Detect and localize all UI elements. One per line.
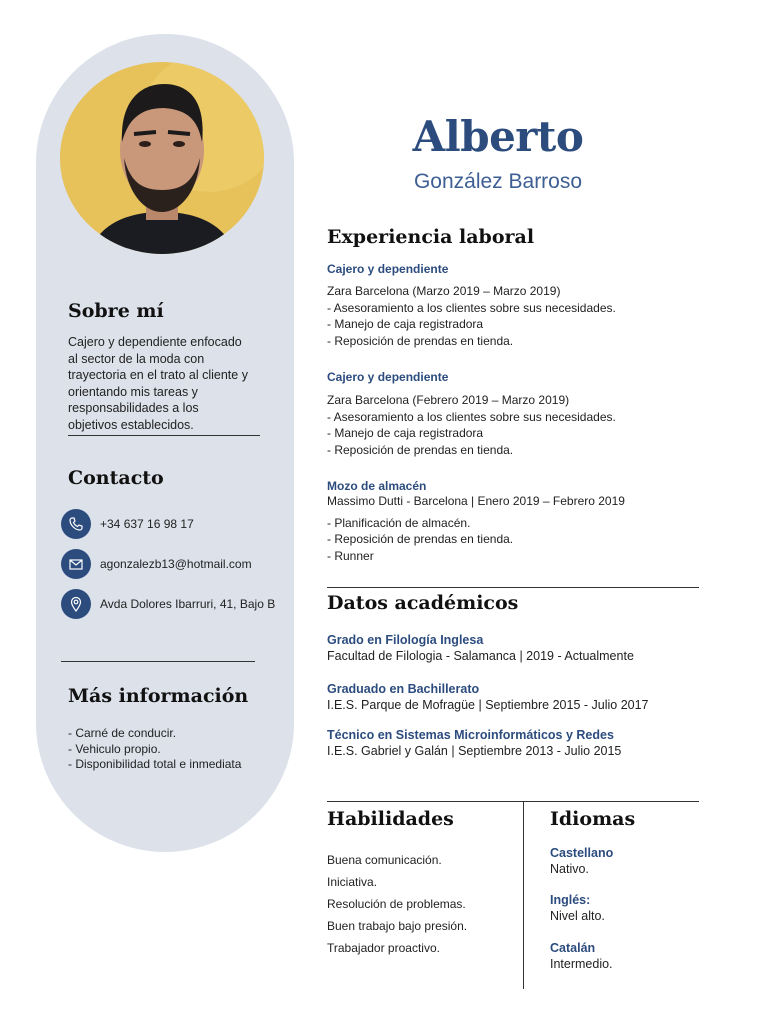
skill-item: Buen trabajo bajo presión.	[327, 919, 468, 933]
about-line: al sector de la moda con	[68, 351, 205, 366]
academic-title: Datos académicos	[327, 592, 519, 614]
last-name: González Barroso	[413, 170, 583, 193]
skill-item: Iniciativa.	[327, 875, 378, 889]
language-level: Intermedio.	[550, 957, 613, 971]
job-company: Massimo Dutti - Barcelona | Enero 2019 – Febrero 2019	[327, 494, 625, 508]
about-text	[68, 334, 273, 433]
mail-icon	[61, 549, 91, 579]
job-task: - Manejo de caja registradora	[327, 317, 484, 331]
language-entry	[550, 845, 613, 878]
education-detail: I.E.S. Gabriel y Galán | Septiembre 2013 - Julio 2015	[327, 744, 622, 758]
education-title: Graduado en Bachillerato	[327, 682, 480, 696]
language-name: Catalán	[550, 941, 596, 955]
address-text: Avda Dolores Ibarruri, 41, Bajo B	[100, 597, 276, 611]
contact-title: Contacto	[68, 467, 164, 489]
contact-address	[61, 589, 275, 619]
education-entry	[327, 632, 699, 664]
column-divider	[523, 801, 524, 989]
divider	[68, 435, 260, 436]
language-entry	[550, 940, 613, 973]
first-name: Alberto	[412, 112, 584, 161]
skill-item: Trabajador proactivo.	[327, 941, 440, 955]
divider	[327, 587, 699, 588]
profile-photo	[60, 62, 264, 254]
phone-number[interactable]: +34 637 16 98 17	[100, 517, 194, 531]
job-task: - Runner	[327, 548, 374, 563]
job-entry	[327, 479, 699, 564]
skills-list	[327, 849, 467, 959]
job-task: - Asesoramiento a los clientes sobre sus necesidades.	[327, 300, 616, 315]
about-line: orientando mis tareas y	[68, 384, 198, 399]
job-title: Cajero y dependiente	[327, 370, 449, 384]
job-company: Zara Barcelona (Marzo 2019 – Marzo 2019)	[327, 284, 561, 298]
location-pin-icon	[61, 589, 91, 619]
job-company: Zara Barcelona (Febrero 2019 – Marzo 2019)	[327, 393, 570, 407]
more-info-title: Más información	[68, 685, 249, 707]
job-title: Mozo de almacén	[327, 479, 427, 493]
job-task: - Reposición de prendas en tienda.	[327, 442, 514, 457]
divider	[61, 661, 255, 662]
skill-item: Resolución de problemas.	[327, 897, 466, 911]
language-level: Nativo.	[550, 862, 589, 876]
skill-item: Buena comunicación.	[327, 853, 442, 867]
list-item: - Vehiculo propio.	[68, 741, 161, 756]
language-entry	[550, 892, 605, 925]
list-item: - Carné de conducir.	[68, 726, 177, 740]
job-title: Cajero y dependiente	[327, 262, 449, 276]
job-task: - Manejo de caja registradora	[327, 426, 484, 440]
language-level: Nivel alto.	[550, 909, 605, 923]
contact-phone	[61, 509, 194, 539]
job-entry	[327, 370, 699, 458]
education-detail: Facultad de Filologia - Salamanca | 2019 - Actualmente	[327, 649, 634, 663]
list-item: - Disponibilidad total e inmediata	[68, 757, 242, 771]
about-title: Sobre mí	[68, 300, 164, 322]
education-detail: I.E.S. Parque de Mofragüe | Septiembre 2015 - Julio 2017	[327, 698, 649, 712]
about-line: trayectoria en el trato al cliente y	[68, 368, 248, 382]
language-name: Castellano	[550, 846, 614, 860]
phone-icon	[61, 509, 91, 539]
job-task: - Reposición de prendas en tienda.	[327, 333, 514, 348]
more-info-list	[68, 726, 283, 773]
about-line: objetivos establecidos.	[68, 417, 194, 432]
education-entry	[327, 681, 699, 713]
job-task: - Reposición de prendas en tienda.	[327, 532, 514, 546]
education-title: Grado en Filología Inglesa	[327, 633, 484, 647]
languages-title: Idiomas	[550, 808, 636, 830]
skills-title: Habilidades	[327, 808, 454, 830]
experience-title: Experiencia laboral	[327, 226, 535, 248]
contact-email	[61, 549, 252, 579]
email-address[interactable]: agonzalezb13@hotmail.com	[100, 557, 252, 571]
about-line: responsabilidades a los	[68, 401, 199, 415]
job-entry	[327, 262, 699, 349]
education-title: Técnico en Sistemas Microinformáticos y Redes	[327, 728, 614, 742]
about-line: Cajero y dependiente enfocado	[68, 335, 242, 349]
education-entry	[327, 727, 699, 759]
language-name: Inglés:	[550, 893, 591, 907]
job-task: - Planificación de almacén.	[327, 515, 471, 530]
divider	[327, 801, 699, 802]
job-task: - Asesoramiento a los clientes sobre sus necesidades.	[327, 409, 616, 424]
